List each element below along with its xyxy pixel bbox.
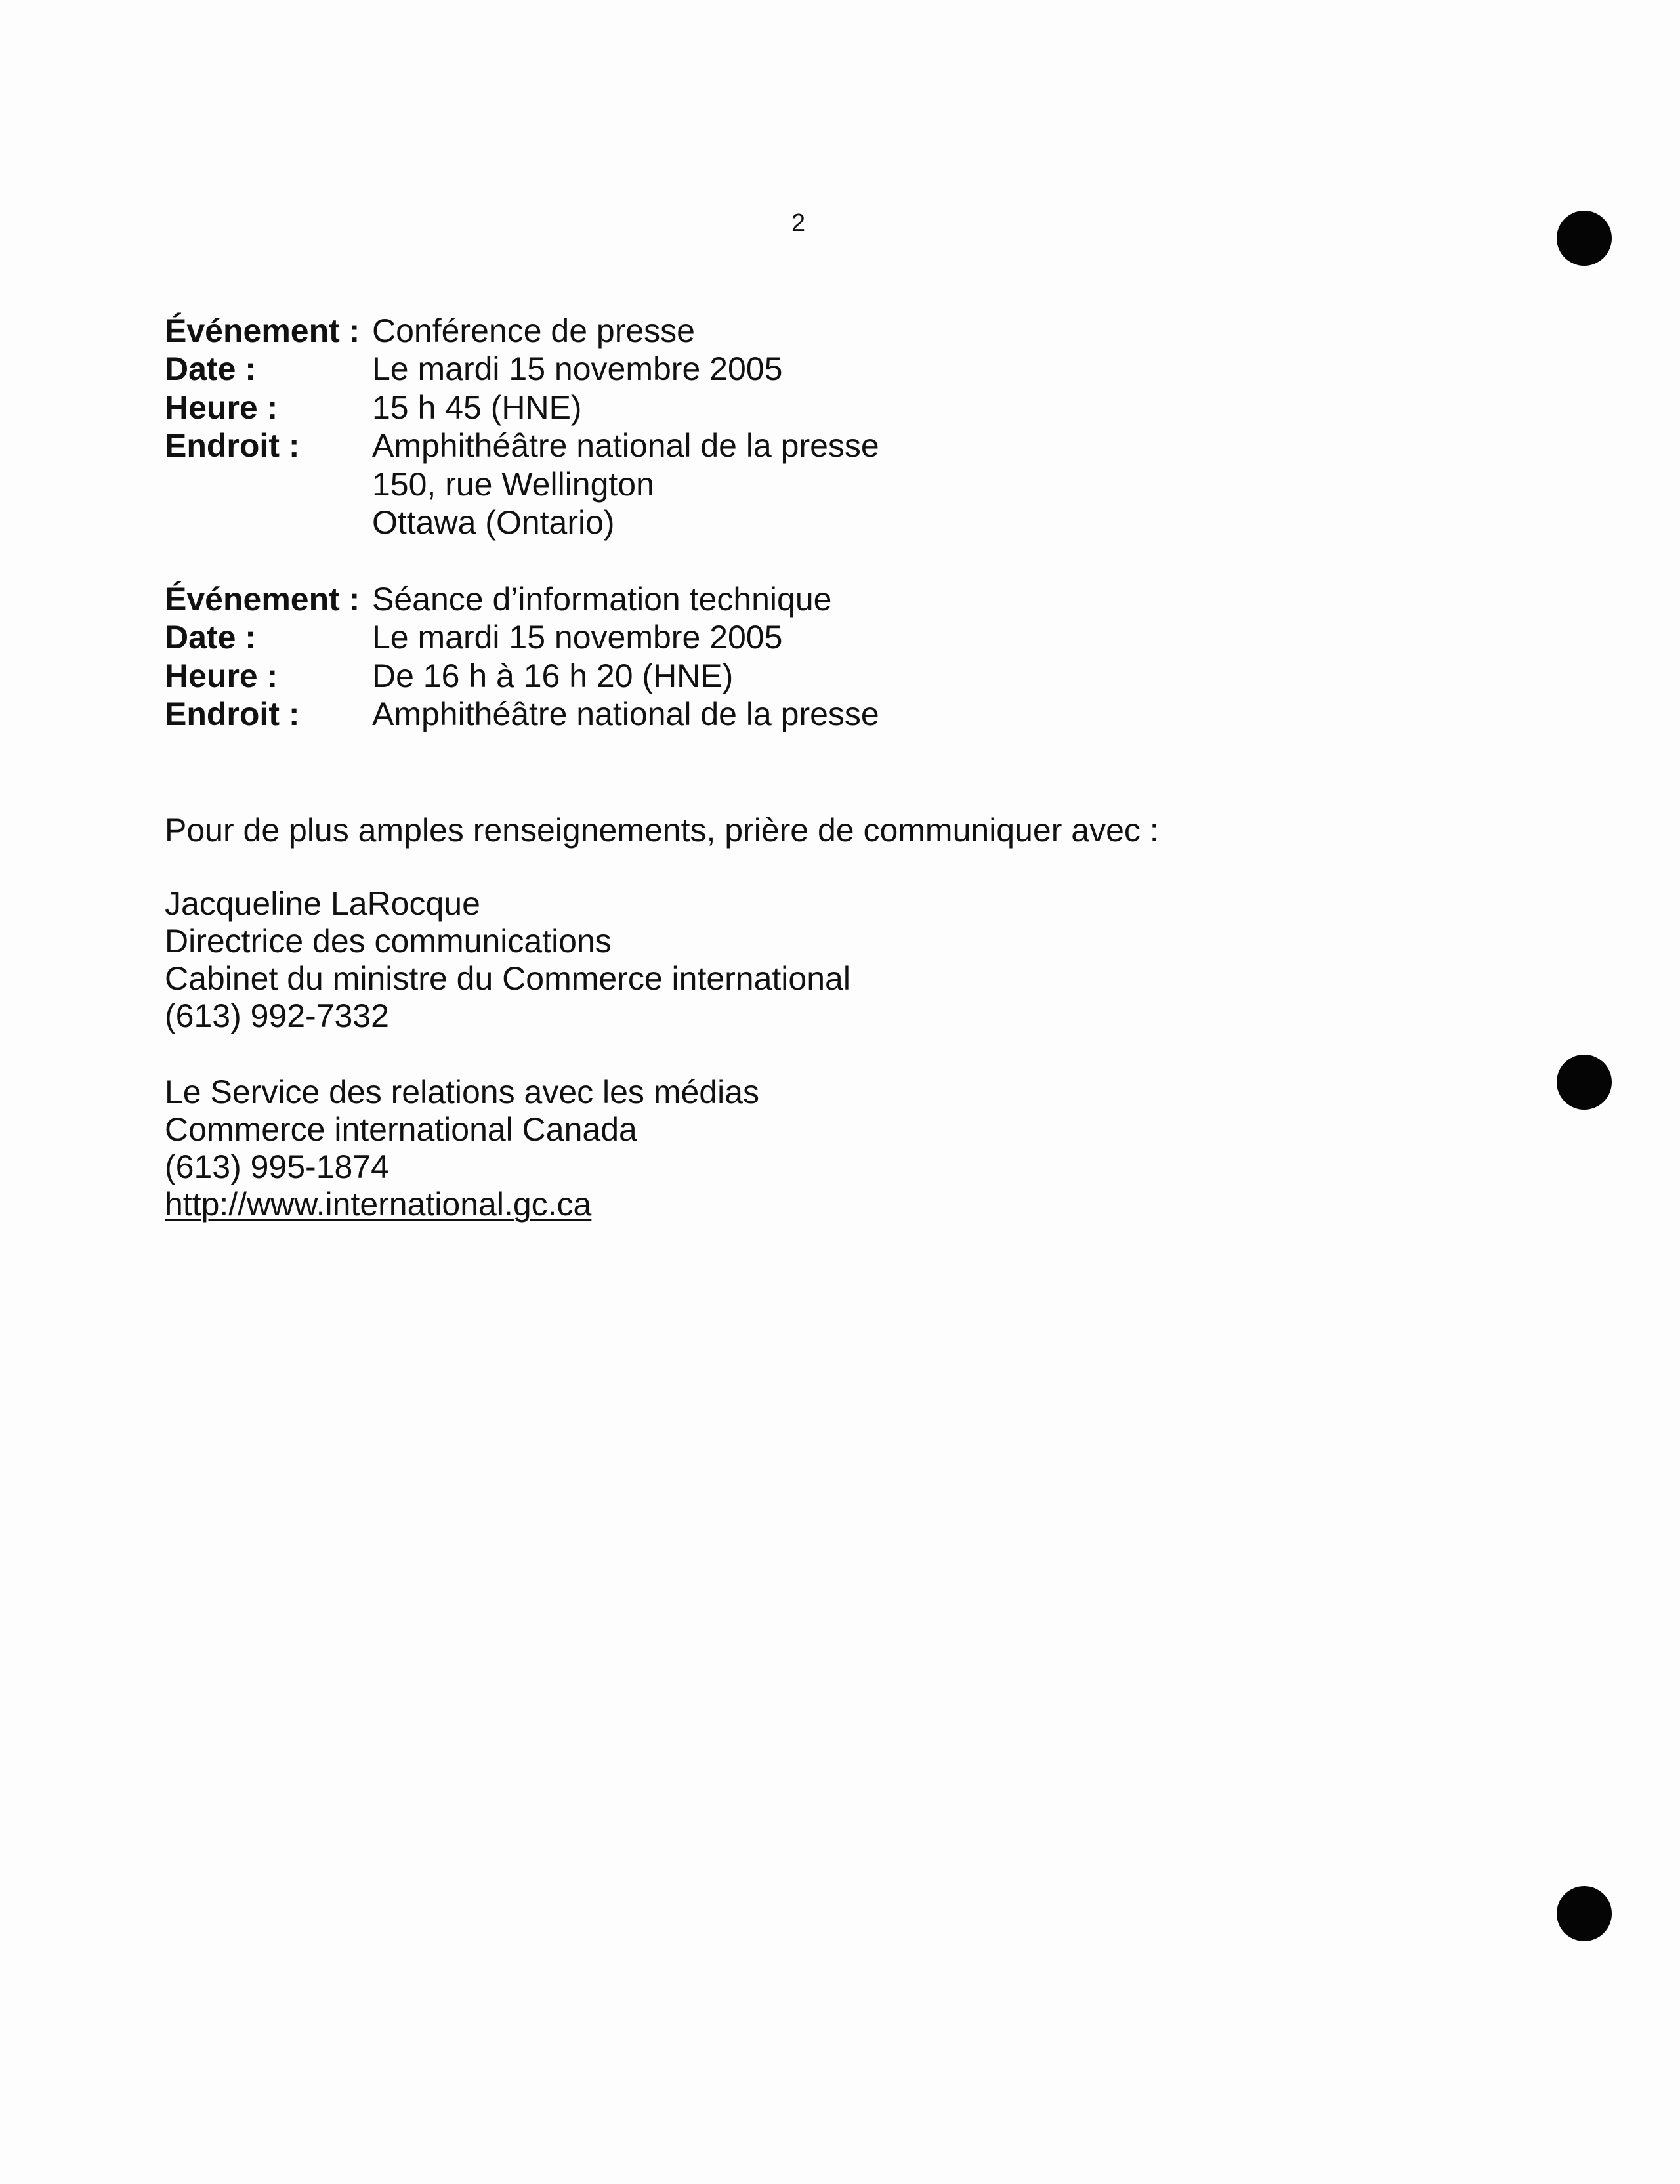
website-link[interactable]: http://www.international.gc.ca	[165, 1186, 592, 1223]
contact-office: Cabinet du ministre du Commerce international	[165, 960, 850, 997]
time-value-line: 15 h 45 (HNE)	[372, 388, 582, 426]
location-value-line: Ottawa (Ontario)	[372, 504, 615, 541]
media-relations-block	[165, 1074, 759, 1223]
location-value-line: Amphithéâtre national de la presse	[372, 427, 879, 465]
time-label: Heure :	[165, 388, 278, 426]
event-block-press-conference	[165, 312, 879, 541]
date-value	[372, 618, 782, 656]
media-website-line	[165, 1186, 759, 1223]
contact-intro: Pour de plus amples renseignements, prière de communiquer avec :	[165, 812, 1159, 849]
date-value-line: Le mardi 15 novembre 2005	[372, 619, 783, 656]
time-value-line: De 16 h à 16 h 20 (HNE)	[372, 657, 734, 694]
contact-name: Jacqueline LaRocque	[165, 885, 480, 922]
date-value	[372, 350, 782, 388]
date-value-line: Le mardi 15 novembre 2005	[372, 350, 783, 388]
date-label: Date :	[165, 619, 256, 656]
media-organization: Commerce international Canada	[165, 1111, 637, 1148]
contact-phone: (613) 992-7332	[165, 998, 389, 1034]
event-value	[372, 312, 695, 350]
time-value	[372, 657, 733, 695]
page-number: 2	[791, 209, 806, 237]
media-service-name: Le Service des relations avec les médias	[165, 1074, 760, 1110]
event-value-line: Conférence de presse	[372, 312, 695, 349]
event-row-location	[165, 695, 879, 733]
location-value-line: Amphithéâtre national de la presse	[372, 696, 879, 733]
event-row-time	[165, 388, 879, 427]
location-value	[372, 427, 879, 541]
event-row-date	[165, 618, 879, 656]
event-label: Événement :	[165, 581, 360, 618]
event-row-time	[165, 657, 879, 695]
event-row-location	[165, 427, 879, 541]
event-value-line: Séance d’information technique	[372, 581, 832, 618]
location-label: Endroit :	[165, 427, 300, 465]
location-value-line: 150, rue Wellington	[372, 465, 654, 503]
punch-hole-top	[1557, 211, 1612, 266]
punch-hole-middle	[1557, 1055, 1612, 1110]
punch-hole-bottom	[1557, 1886, 1612, 1941]
date-label: Date :	[165, 350, 256, 388]
contact-person-block	[165, 885, 850, 1035]
event-label: Événement :	[165, 312, 360, 349]
event-row-event	[165, 580, 879, 618]
media-phone: (613) 995-1874	[165, 1148, 389, 1185]
contact-title: Directrice des communications	[165, 923, 612, 959]
time-label: Heure :	[165, 657, 278, 694]
event-row-event	[165, 312, 879, 350]
time-value	[372, 388, 582, 427]
event-row-date	[165, 350, 879, 388]
event-value	[372, 580, 831, 618]
location-value	[372, 695, 879, 733]
location-label: Endroit :	[165, 696, 300, 733]
event-block-technical-briefing	[165, 580, 879, 734]
